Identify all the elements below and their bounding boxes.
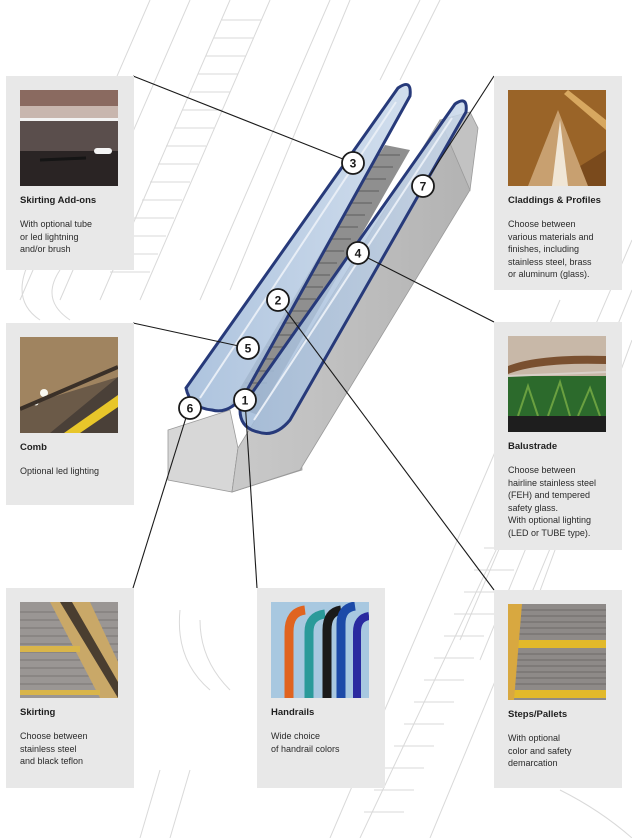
escalator-illustration: [168, 84, 478, 492]
callout-7: [412, 175, 434, 197]
skirting-addons-title: Skirting Add-ons: [20, 195, 97, 206]
claddings-description: Choose between various materials and finishes, including stainless steel, brass or aluminum (glass).: [508, 219, 594, 279]
callout-6-number: 6: [186, 401, 194, 416]
skirting-addons-description: With optional tube or led lightning and/or brush: [20, 219, 93, 254]
card-handrails: [257, 588, 385, 788]
skirting-description: Choose between stainless steel and black teflon: [20, 731, 88, 766]
balustrade-photo: [508, 336, 606, 432]
callout-6: [179, 397, 201, 419]
callout-7-number: 7: [419, 179, 427, 194]
handrails-photo: [271, 602, 369, 698]
card-claddings-profiles: [494, 76, 622, 290]
callout-1-number: 1: [241, 393, 249, 408]
callout-3: [342, 152, 364, 174]
callout-2: [267, 289, 289, 311]
comb-photo: [20, 337, 118, 433]
handrails-title: Handrails: [271, 707, 315, 718]
skirting-photo: [20, 602, 118, 698]
steps-pallets-title: Steps/Pallets: [508, 709, 568, 720]
balustrade-title: Balustrade: [508, 441, 558, 452]
steps-pallets-photo: [508, 604, 606, 700]
card-skirting-addons: [6, 76, 134, 270]
balustrade-description: Choose between hairline stainless steel (FEH) and tempered safety glass. With optional lighting (LED or TUBE type).: [508, 465, 597, 538]
card-steps-pallets: [494, 590, 622, 788]
comb-title: Comb: [20, 442, 47, 453]
card-skirting: [6, 588, 134, 788]
claddings-title: Claddings & Profiles: [508, 195, 601, 206]
steps-pallets-description: With optional color and safety demarcation: [508, 733, 572, 768]
callout-2-number: 2: [274, 293, 282, 308]
claddings-photo: [508, 90, 606, 186]
handrails-description: Wide choice of handrail colors: [271, 731, 340, 754]
callout-3-number: 3: [349, 156, 357, 171]
callout-4: [347, 242, 369, 264]
card-comb: [6, 323, 134, 505]
comb-description: Optional led lighting: [20, 466, 100, 476]
callout-5-number: 5: [244, 341, 252, 356]
callout-1: [234, 389, 256, 411]
callout-4-number: 4: [354, 246, 362, 261]
skirting-addons-photo: [20, 90, 118, 186]
card-balustrade: [494, 322, 622, 550]
callout-5: [237, 337, 259, 359]
skirting-title: Skirting: [20, 707, 56, 718]
